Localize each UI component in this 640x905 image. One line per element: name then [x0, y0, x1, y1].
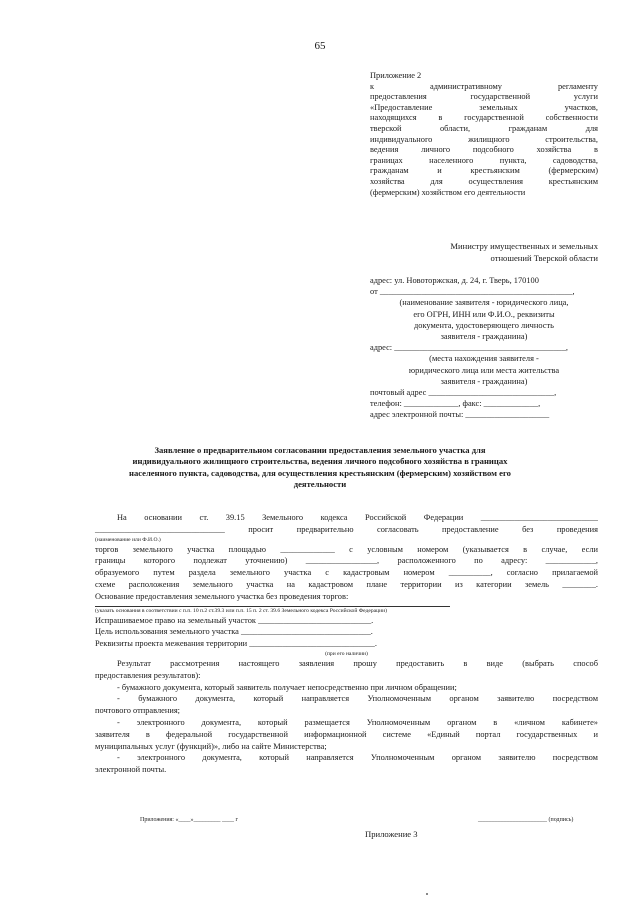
body-line: электронной почты. [95, 765, 167, 775]
body-line: почтового отправления; [95, 706, 180, 716]
body-line: Основание предоставления земельного участка без проведения торгов: [95, 591, 349, 601]
appendix-line: «Предоставление земельных участков, [370, 102, 598, 112]
body-line: образуемого путем раздела земельного участка с кадастровым номером __________, согласно прилагаемой [95, 568, 598, 578]
appendix-line: ведения личного подсобного хозяйства в [370, 145, 598, 155]
body-line: Цель использования земельного участка _______________________________. [95, 627, 373, 637]
appendix-line: индивидуального жилищного строительства, [370, 134, 598, 144]
body-line: заявителя в федеральной государственной информационной системе «Единый портал государственных и [95, 729, 598, 739]
addressee-line: Министру имущественных и земельных [450, 241, 598, 251]
body-line: - электронного документа, который направляется Уполномоченным органом заявителю посредством [117, 753, 598, 763]
signature-line: _______________________ (подпись) [478, 817, 574, 823]
appendix-3-label: Приложение 3 [365, 829, 418, 839]
applicant-line: адрес: _________________________________________, [370, 343, 569, 353]
appendix-line: границах населенного пункта, садоводства, [370, 155, 598, 165]
appendix-line: находящихся в государственной собственности [370, 113, 598, 123]
applicant-line: юридического лица или места жительства [408, 365, 560, 375]
appendix-line: предоставления государственной услуги [370, 92, 598, 102]
title-line: индивидуального жилищного строительства, ведения личного подсобного хозяйства в границах [132, 456, 508, 467]
title-line: населенного пункта, садоводства, для осуществления крестьянским (фермерским) хозяйством его [129, 467, 511, 478]
applicant-line: адрес электронной почты: ____________________ [370, 410, 550, 420]
body-line: муниципальных услуг (функций)», либо на сайте Министерства; [95, 741, 327, 751]
applicant-line: заявителя - гражданина) [440, 332, 528, 342]
body-line: границы которого подлежат уточнению) _________________, расположенного по адресу: ____________, [95, 556, 598, 566]
applicant-line: документа, удостоверяющего личность [414, 320, 554, 330]
appendix-line: Приложение 2 [370, 71, 422, 80]
body-line: _______________________________ просит предварительно согласовать предоставление без проведения [95, 524, 598, 534]
applicant-line: от ______________________________________________, [370, 287, 575, 297]
applicant-line: заявителя - гражданина) [440, 376, 528, 386]
appendix-line: тверской области, гражданам для [370, 123, 598, 133]
body-line: - бумажного документа, который заявитель получает непосредственно при личном обращении; [117, 682, 457, 692]
application-body [95, 512, 598, 776]
page-number: 65 [314, 40, 326, 52]
scan-speck [426, 893, 428, 895]
addressee-line: отношений Тверской области [490, 252, 598, 263]
body-line: На основании ст. 39.15 Земельного кодекса Российской Федерации ____________________________ [117, 513, 598, 522]
body-line: Реквизиты проекта межевания территории ______________________________. [95, 639, 377, 649]
body-line: (наименование или Ф.И.О.) [95, 536, 161, 543]
body-line: предоставления результатов): [95, 670, 201, 680]
body-line: (при его наличии) [325, 650, 368, 657]
applicant-line: (места нахождения заявителя - [429, 354, 539, 364]
appendix-line: (фермерским) хозяйством его деятельности [370, 187, 526, 197]
applicant-line: (наименование заявителя - юридического лица, [399, 298, 569, 308]
body-line: торгов земельного участка площадью _____________ с условным номером (указывается в случае, если [95, 544, 598, 554]
appendix-line: хозяйства для осуществления крестьянским [370, 176, 598, 186]
applicant-line: почтовый адрес ______________________________, [370, 388, 557, 398]
appendix-line: к административному регламенту [370, 81, 598, 91]
body-line: (указать основания в соответствии с п.п. 10 п.2 ст.39.3 или п.п. 15 п. 2 ст. 39.6 Земельного кодекса Российской Федерации) [95, 607, 387, 614]
appendix-line: гражданам и крестьянским (фермерским) [370, 166, 598, 176]
body-line: - бумажного документа, который направляется Уполномоченным органом заявителю посредством [117, 694, 598, 704]
applicant-line: его ОГРН, ИНН или Ф.И.О., реквизиты [413, 309, 555, 319]
body-line: Испрашиваемое право на земельный участок ___________________________. [95, 615, 374, 625]
addressee-block [400, 241, 598, 264]
document-title [95, 445, 545, 491]
body-line: схеме расположения земельного участка на кадастровом плане территории из категории земель ________. [95, 579, 598, 589]
title-line: деятельности [293, 479, 347, 490]
applicant-line: телефон: _____________, факс: _____________, [370, 399, 541, 409]
title-line: Заявление о предварительном согласовании предоставления земельного участка для [154, 445, 486, 455]
attachments-date: Приложения: «____»_________ ____ г [140, 817, 238, 823]
applicant-block [370, 275, 598, 421]
applicant-line: адрес: ул. Новоторжская, д. 24, г. Тверь, 170100 [370, 276, 539, 285]
appendix-header [370, 71, 598, 198]
body-line: Результат рассмотрения настоящего заявления прошу предоставить в виде (выбрать способ [117, 658, 598, 668]
body-line: - электронного документа, который размещается Уполномоченным органом в «личном кабинете» [117, 717, 598, 727]
